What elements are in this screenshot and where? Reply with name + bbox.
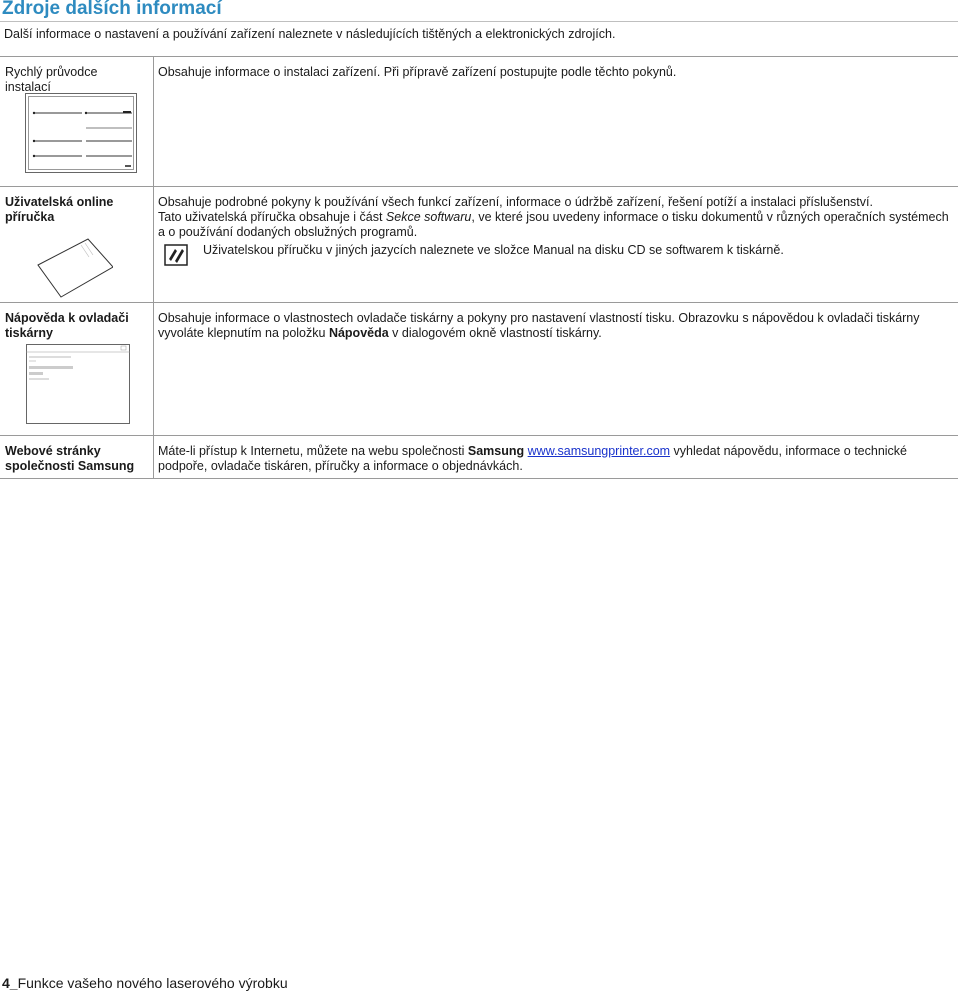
description-text: Obsahuje podrobné pokyny k používání všech funkcí zařízení, informace o údržbě zařízení, řešení potíží a instalaci příslušenství.	[158, 195, 873, 209]
footer-text: Funkce vašeho nového laserového výrobku	[17, 975, 288, 991]
quick-install-guide-image	[25, 93, 137, 173]
row-label	[0, 187, 154, 303]
note-text: Uživatelskou příručku v jiných jazycích naleznete ve složce Manual na disku CD se softwarem k tiskárně.	[203, 243, 784, 257]
description-text: Tato uživatelská příručka obsahuje i část Sekce softwaru, ve které jsou uvedeny informace o tisku dokumentů v různých operačních systémech a o používání dodaných obslužných programů.	[158, 210, 949, 239]
description-text: Obsahuje informace o instalaci zařízení. Při přípravě zařízení postupujte podle těchto pokynů.	[158, 65, 677, 79]
row-description	[154, 57, 959, 187]
table-row	[0, 436, 958, 479]
table-row	[0, 303, 958, 436]
page-title: Zdroje dalších informací	[2, 0, 222, 19]
row-description	[154, 436, 959, 479]
samsung-website-link[interactable]: www.samsungprinter.com	[527, 444, 671, 458]
driver-help-screenshot-image	[26, 344, 130, 424]
intro-text: Další informace o nastavení a používání zařízení naleznete v následujících tištěných a elektronických zdrojích.	[4, 27, 616, 41]
row-label	[0, 303, 154, 436]
title-divider	[0, 21, 958, 22]
label-text: Uživatelská online příručka	[5, 195, 114, 224]
note	[158, 243, 958, 258]
description-text: Máte-li přístup k Internetu, můžete na webu společnosti Samsung www.samsungprinter.com vyhledat nápovědu, informace o technické podpoře, ovladače tiskáren, příručky a informace o objednávkách.	[158, 444, 908, 473]
label-text: Webové stránky společnosti Samsung	[5, 444, 135, 473]
table-row	[0, 187, 958, 303]
resources-table	[0, 56, 958, 479]
row-label	[0, 436, 154, 479]
note-pencil-icon	[164, 244, 188, 266]
description-text: Obsahuje informace o vlastnostech ovladače tiskárny a pokyny pro nastavení vlastností tisku. Obrazovku s nápovědou k ovladači tiskárny vyvoláte klepnutím na položku Nápověda v dialogovém okně vlastností tiskárny.	[158, 311, 920, 340]
cd-disc-image	[33, 227, 113, 302]
label-text: Nápověda k ovladači tiskárny	[5, 311, 129, 340]
page-number: 4_	[2, 975, 18, 991]
row-description	[154, 303, 959, 436]
table-row	[0, 57, 958, 187]
label-text: Rychlý průvodce instalací	[5, 65, 98, 94]
row-description	[154, 187, 959, 303]
page-footer	[2, 975, 288, 991]
